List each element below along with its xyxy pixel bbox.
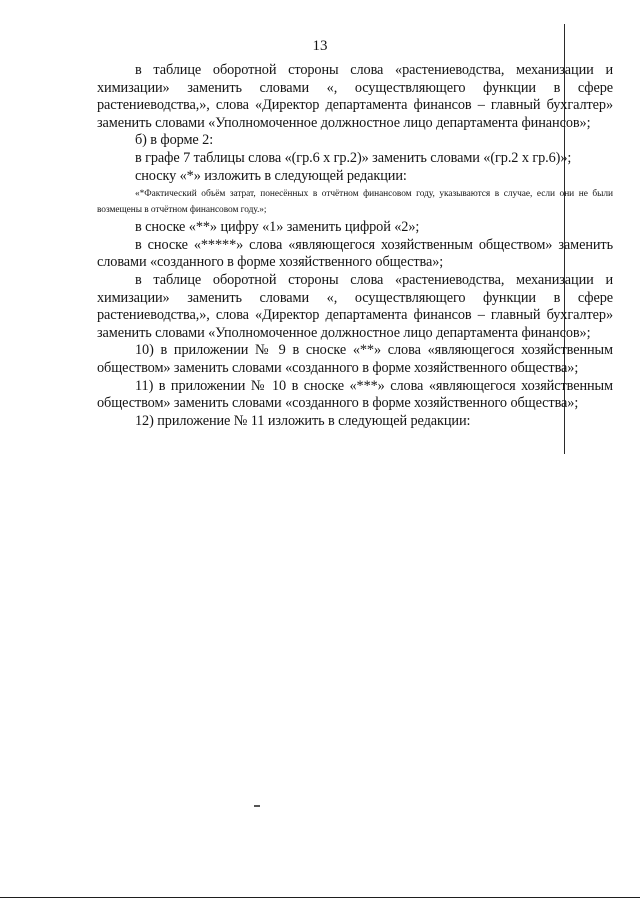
paragraph-appendix-11: 12) приложение № 11 изложить в следующей редакции: (135, 412, 471, 429)
footnote-text: «*Фактический объём затрат, понесённых в отчётном финансовом году, указываются в случае, если они не были возмещены в отчётном финансовом году.»; (97, 189, 613, 216)
bottom-edge-line (0, 897, 640, 898)
paragraph-table-reverse-side-2: в таблице оборотной стороны слова «растениеводства, механизации и химизации» заменить словами «, осуществляющего функции в сфере растениеводства,», слова «Директор департамента финансов – главный бухгалтер» заменить словами «Уполномоченное должностное лицо департамента финансов»; (97, 271, 613, 341)
paragraph-appendix-9: 10) в приложении № 9 в сноске «**» слова «являющегося хозяйственным обществом» заменить словами «созданного в форме хозяйственного общества»; (97, 342, 613, 376)
paragraph-form-2-heading: б) в форме 2: (135, 132, 214, 149)
paragraph-footnote-2: в сноске «**» цифру «1» заменить цифрой «2»; (135, 219, 420, 236)
paragraph-footnote-intro: сноску «*» изложить в следующей редакции: (135, 167, 407, 184)
page-number: 13 (312, 38, 328, 54)
scan-speck (254, 805, 260, 807)
document-body (97, 62, 613, 430)
paragraph-column-7: в графе 7 таблицы слова «(гр.6 x гр.2)» заменить словами «(гр.2 x гр.6)»; (135, 149, 572, 166)
paragraph-appendix-10: 11) в приложении № 10 в сноске «***» слова «являющегося хозяйственным обществом» заменить словами «созданного в форме хозяйственного общества»; (97, 377, 613, 412)
paragraph-table-reverse-side-1: в таблице оборотной стороны слова «растениеводства, механизации и химизации» заменить словами «, осуществляющего функции в сфере растениеводства,», слова «Директор департамента финансов – главный бухгалтер» заменить словами «Уполномоченное должностное лицо департамента финансов»; (97, 62, 613, 131)
paragraph-footnote-5: в сноске «*****» слова «являющегося хозяйственным обществом» заменить словами «созданного в форме хозяйственного общества»; (97, 236, 613, 271)
